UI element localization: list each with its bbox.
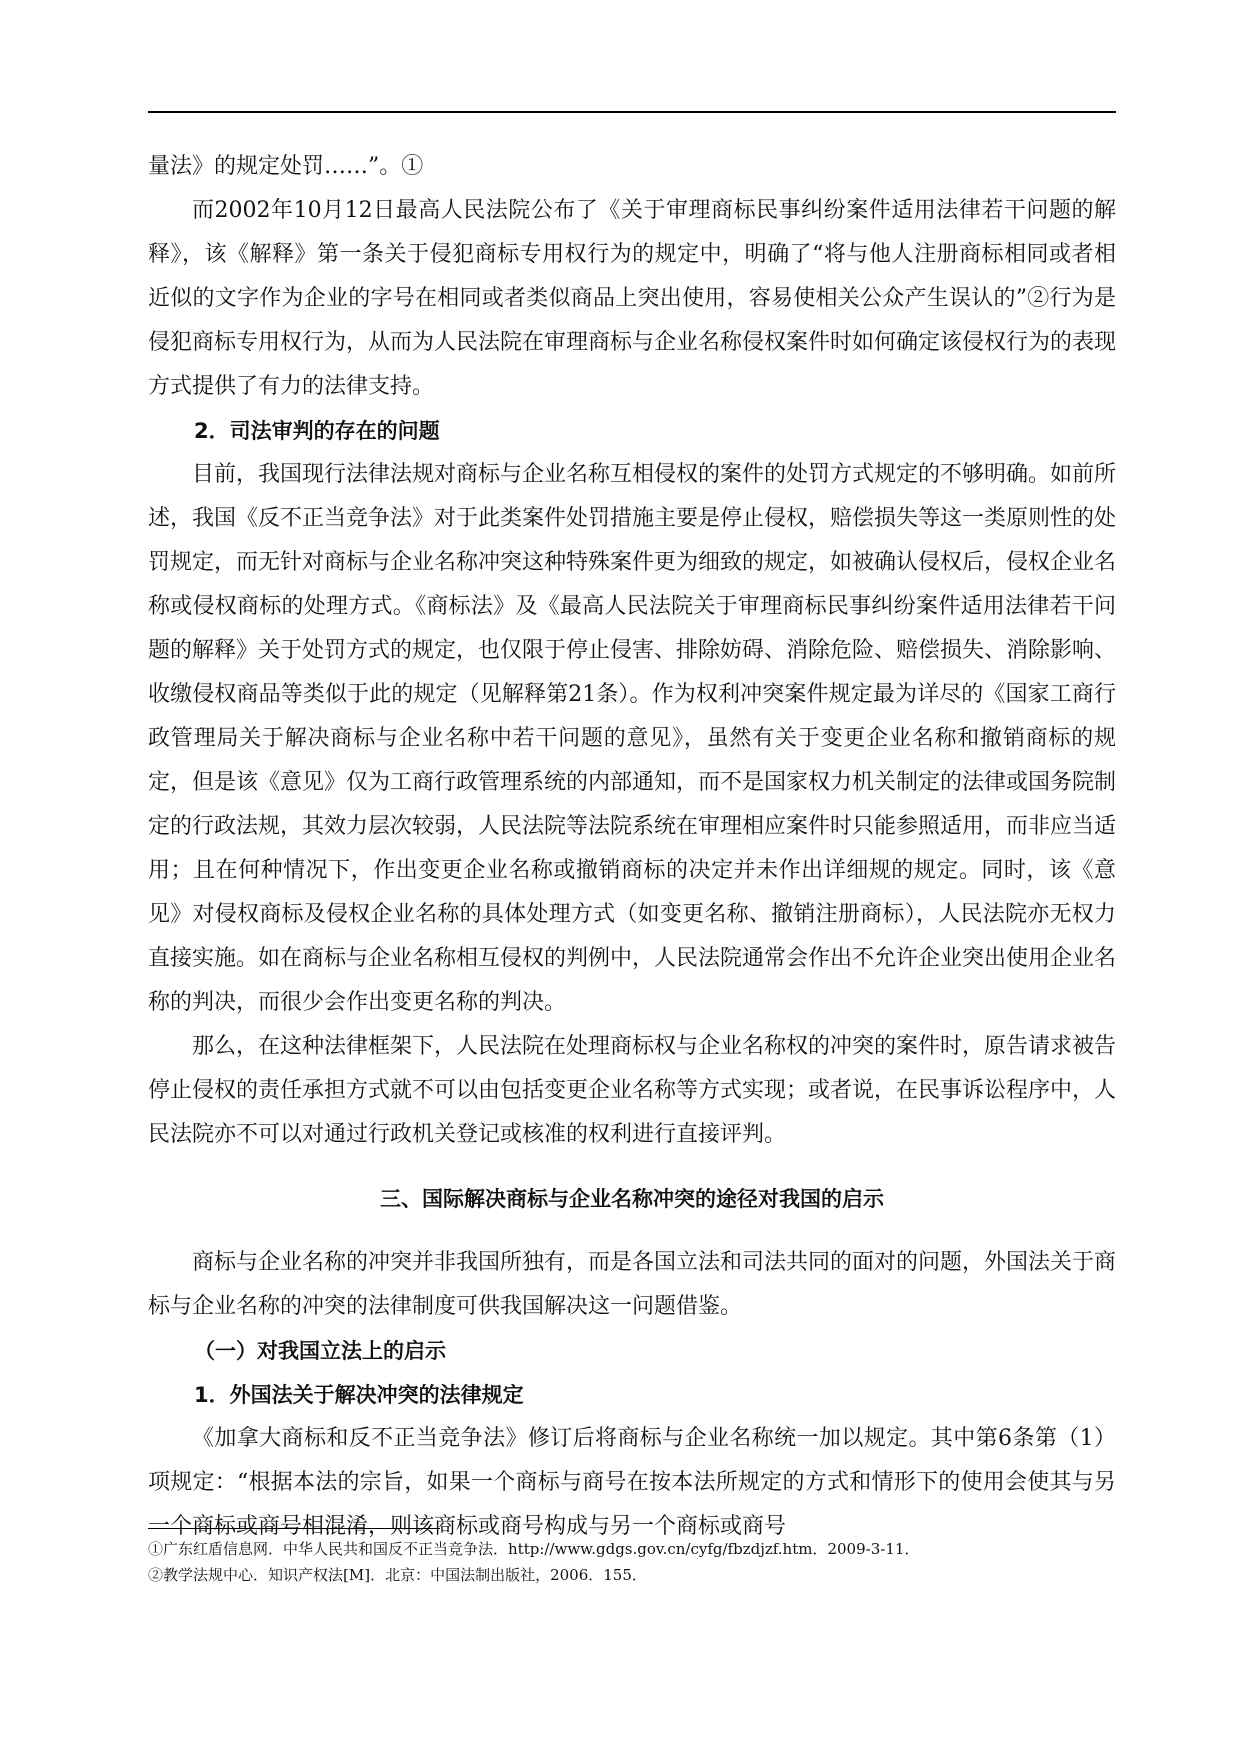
paragraph-canada-law: 《加拿大商标和反不正当竞争法》修订后将商标与企业名称统一加以规定。其中第6条第（1）项规定：“根据本法的宗旨，如果一个商标与商号在按本法所规定的方式和情形下的使用会使其与另一个商标或商号相混淆，则该商标或商号构成与另一个商标或商号 [148, 1426, 1116, 1539]
paragraph-current-law: 目前，我国现行法律法规对商标与企业名称互相侵权的案件的处罚方式规定的不够明确。如前所述，我国《反不正当竞争法》对于此类案件处罚措施主要是停止侵权，赔偿损失等这一类原则性的处罚规定，而无针对商标与企业名称冲突这种特殊案件更为细致的规定，如被确认侵权后，侵权企业名称或侵权商标的处理方式。《商标法》及《最高人民法院关于审理商标民事纠纷案件适用法律若干问题的解释》关于处罚方式的规定，也仅限于停止侵害、排除妨碍、消除危险、赔偿损失、消除影响、收缴侵权商品等类似于此的规定（见解释第21条）。作为权利冲突案件规定最为详尽的《国家工商行政管理局关于解决商标与企业名称中若干问题的意见》，虽然有关于变更企业名称和撤销商标的规定，但是该《意见》仅为工商行政管理系统的内部通知，而不是国家权力机关制定的法律或国务院制定的行政法规，其效力层次较弱，人民法院等法院系统在审理相应案件时只能参照适用，而非应当适用；且在何种情况下，作出变更企业名称或撤销商标的决定并未作出详细规的规定。同时，该《意见》对侵权商标及侵权企业名称的具体处理方式（如变更名称、撤销注册商标），人民法院亦无权力直接实施。如在商标与企业名称相互侵权的判例中，人民法院通常会作出不允许企业突出使用企业名称的判决，而很少会作出变更名称的判决。 [148, 462, 1117, 1015]
footnote-1: ①广东红盾信息网．中华人民共和国反不正当竞争法．http://www.gdgs.gov.cn/cyfg/fbzdjzf.htm．2009-3-11． [148, 1540, 920, 1558]
footnote-2: ②教学法规中心．知识产权法[M]．北京：中国法制出版社，2006．155． [148, 1566, 647, 1584]
footnotes [148, 1536, 1116, 1588]
paragraph-international-conflict: 商标与企业名称的冲突并非我国所独有，而是各国立法和司法共同的面对的问题，外国法关于商标与企业名称的冲突的法律制度可供我国解决这一问题借鉴。 [148, 1250, 1117, 1319]
paragraph-continuation: 量法》的规定处罚……”。① [148, 154, 424, 179]
subheading-legislative: （一）对我国立法上的启示 [194, 1339, 446, 1363]
subheading-foreign-law: 1．外国法关于解决冲突的法律规定 [194, 1383, 524, 1407]
section-heading-3: 三、国际解决商标与企业名称冲突的途径对我国的启示 [380, 1187, 884, 1211]
document-body [148, 145, 1116, 1549]
paragraph-legal-framework: 那么，在这种法律框架下，人民法院在处理商标权与企业名称权的冲突的案件时，原告请求被告停止侵权的责任承担方式就不可以由包括变更企业名称等方式实现；或者说，在民事诉讼程序中，人民法院亦不可以对通过行政机关登记或核准的权利进行直接评判。 [148, 1034, 1117, 1147]
paragraph-2002-interpretation: 而2002年10月12日最高人民法院公布了《关于审理商标民事纠纷案件适用法律若干问题的解释》，该《解释》第一条关于侵犯商标专用权行为的规定中，明确了“将与他人注册商标相同或者相近似的文字作为企业的字号在相同或者类似商品上突出使用，容易使相关公众产生误认的”②行为是侵犯商标专用权行为，从而为人民法院在审理商标与企业名称侵权案件时如何确定该侵权行为的表现方式提供了有力的法律支持。 [148, 198, 1117, 399]
subheading-judicial-issues: 2．司法审判的存在的问题 [194, 419, 440, 443]
footnote-rule [148, 1528, 440, 1529]
header-rule [148, 111, 1116, 113]
